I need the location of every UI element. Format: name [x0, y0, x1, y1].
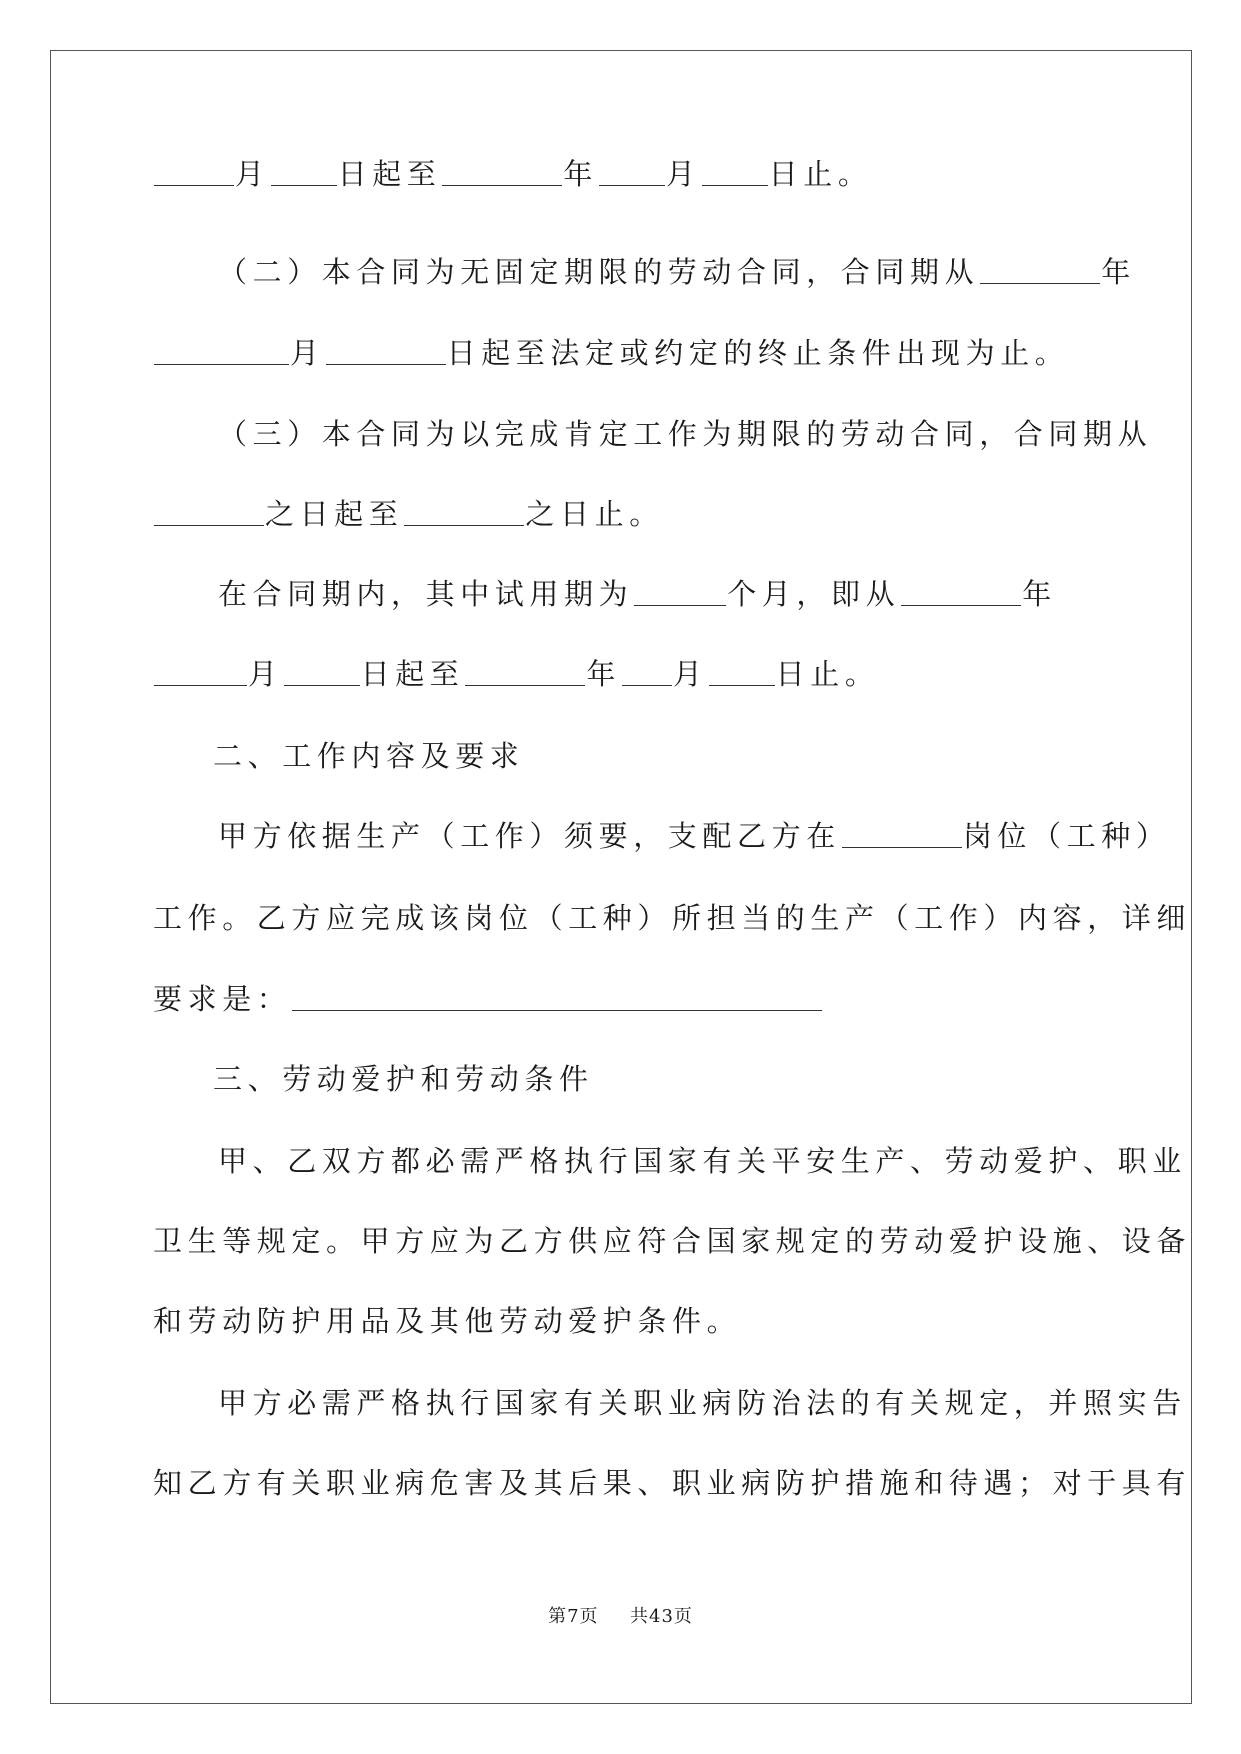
fill-blank — [326, 363, 446, 365]
text-line-10 — [153, 901, 1192, 935]
fill-blank — [980, 282, 1100, 284]
fill-blank — [154, 524, 264, 526]
text-segment: 三、劳动爱护和劳动条件 — [213, 1062, 594, 1096]
text-segment: 和劳动防护用品及其他劳动爱护条件。 — [153, 1304, 742, 1338]
text-segment: 月 — [248, 657, 283, 691]
text-line-7 — [153, 657, 880, 691]
text-segment: 日止。 — [775, 657, 880, 691]
text-line-17 — [153, 1466, 1192, 1500]
text-line-5 — [153, 497, 664, 531]
text-segment: 日止。 — [768, 157, 873, 191]
page-border — [50, 50, 1192, 1704]
text-line-11 — [153, 982, 823, 1016]
fill-blank — [292, 1009, 822, 1011]
text-segment: 工作。乙方应完成该岗位（工种）所担当的生产（工作）内容，详细 — [153, 901, 1192, 935]
text-line-1 — [153, 157, 873, 191]
text-line-3 — [153, 336, 1070, 370]
section-heading-3 — [213, 1062, 594, 1096]
text-segment: 年 — [563, 157, 599, 191]
text-segment: 月 — [235, 157, 270, 191]
fill-blank — [599, 184, 665, 186]
text-segment: 日起至法定或约定的终止条件出现为止。 — [446, 336, 1070, 370]
page-total: 共43页 — [630, 1606, 693, 1627]
text-segment: 卫生等规定。甲方应为乙方供应符合国家规定的劳动爱护设施、设备 — [153, 1224, 1192, 1258]
fill-blank — [154, 184, 234, 186]
fill-blank — [271, 184, 337, 186]
text-segment: 日起至 — [360, 657, 465, 691]
page-footer — [0, 1602, 1241, 1628]
text-line-14 — [153, 1224, 1192, 1258]
text-line-13 — [218, 1144, 1187, 1178]
text-line-2 — [218, 255, 1136, 289]
fill-blank — [404, 524, 524, 526]
text-segment: 知乙方有关职业病危害及其后果、职业病防护措施和待遇；对于具有 — [153, 1466, 1192, 1500]
fill-blank — [442, 184, 562, 186]
text-segment: 月 — [290, 336, 325, 370]
text-line-6 — [218, 577, 1057, 611]
current-page-number: 7 — [567, 1606, 580, 1627]
text-segment: 月 — [666, 157, 701, 191]
fill-blank — [901, 604, 1021, 606]
total-page-number: 43 — [649, 1606, 674, 1627]
text-line-9 — [218, 819, 1171, 853]
fill-blank — [842, 846, 962, 848]
text-segment: 甲方必需严格执行国家有关职业病防治法的有关规定，并照实告 — [218, 1386, 1187, 1420]
text-segment: 日起至 — [337, 157, 442, 191]
fill-blank — [634, 604, 726, 606]
text-segment: 之日起至 — [265, 497, 404, 531]
fill-blank — [465, 684, 585, 686]
fill-blank — [284, 684, 360, 686]
text-segment: 要求是： — [153, 982, 292, 1016]
text-segment: 在合同期内，其中试用期为 — [218, 577, 634, 611]
text-segment: 之日止。 — [525, 497, 664, 531]
text-segment: 月 — [673, 657, 708, 691]
text-segment: 岗位（工种） — [962, 819, 1171, 853]
fill-blank — [709, 684, 775, 686]
fill-blank — [154, 684, 247, 686]
text-line-16 — [218, 1386, 1187, 1420]
page-number: 第7页 — [548, 1606, 599, 1627]
text-segment: 个月，即从 — [727, 577, 901, 611]
fill-blank — [702, 184, 768, 186]
fill-blank — [622, 684, 672, 686]
fill-blank — [154, 363, 289, 365]
text-segment: 甲、乙双方都必需严格执行国家有关平安生产、劳动爱护、职业 — [218, 1144, 1187, 1178]
text-segment: 年 — [586, 657, 622, 691]
text-segment: 年 — [1101, 255, 1136, 289]
text-segment: （三）本合同为以完成肯定工作为期限的劳动合同，合同期从 — [218, 417, 1153, 451]
text-segment: 二、工作内容及要求 — [213, 739, 525, 773]
text-segment: 甲方依据生产（工作）须要，支配乙方在 — [218, 819, 841, 853]
text-segment: （二）本合同为无固定期限的劳动合同，合同期从 — [218, 255, 980, 289]
text-line-4 — [218, 417, 1153, 451]
text-line-15 — [153, 1304, 742, 1338]
text-segment: 年 — [1022, 577, 1057, 611]
section-heading-2 — [213, 739, 525, 773]
